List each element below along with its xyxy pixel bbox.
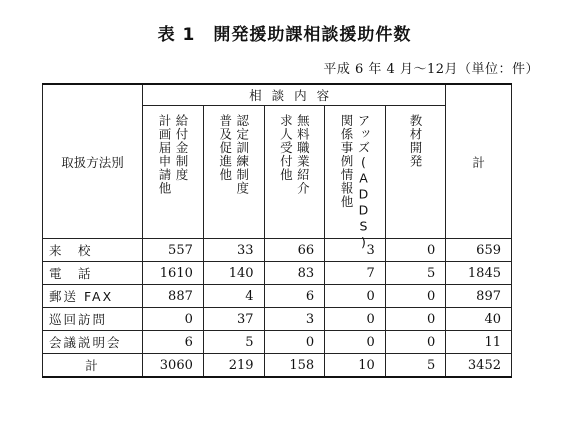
table-cell: 3 (264, 308, 325, 331)
table-row (43, 308, 512, 331)
table-cell: 6 (264, 285, 325, 308)
row-total: 11 (446, 331, 512, 354)
table-cell: 37 (203, 308, 264, 331)
table-cell: 0 (385, 308, 445, 331)
table-row-total (43, 354, 512, 378)
row-label: 計 (43, 354, 143, 378)
table-cell: 1610 (143, 262, 204, 285)
table-cell: 0 (325, 331, 386, 354)
row-total: 897 (446, 285, 512, 308)
column-header-text: 無料職業紹介 求人受付他 (278, 114, 311, 195)
table-cell: 66 (264, 239, 325, 262)
table-cell: 0 (325, 308, 386, 331)
column-header (264, 106, 325, 239)
table-cell: 3060 (143, 354, 204, 378)
row-label: 郵送 FAX (43, 285, 143, 308)
group-header-label: 相談内容 (143, 84, 446, 106)
table-cell: 158 (264, 354, 325, 378)
column-header-text: 認定訓練制度 普及促進他 (217, 114, 250, 195)
table-cell: 3 (325, 239, 386, 262)
table-row (43, 285, 512, 308)
row-header-label: 取扱方法別 (43, 84, 143, 239)
table-cell: 0 (325, 285, 386, 308)
table-row (43, 239, 512, 262)
column-header (325, 106, 386, 251)
table-row (43, 262, 512, 285)
table-cell: 0 (385, 239, 445, 262)
table-cell: 5 (385, 354, 445, 378)
table-cell: 7 (325, 262, 386, 285)
table-cell: 0 (385, 285, 445, 308)
table-cell: 557 (143, 239, 204, 262)
row-total: 40 (446, 308, 512, 331)
row-label: 巡回訪問 (43, 308, 143, 331)
row-label: 会議説明会 (43, 331, 143, 354)
table-title: 表 1 開発援助課相談援助件数 (157, 25, 412, 45)
table-cell: 0 (264, 331, 325, 354)
table-cell: 0 (143, 308, 204, 331)
column-header-text: 給付金制度 計画届申請他 (156, 114, 189, 195)
column-header (143, 106, 204, 239)
column-header-text: アッズ(ADDS) 関係事例情報他 (339, 114, 371, 251)
total-header-label: 計 (446, 84, 512, 239)
table-cell: 5 (203, 331, 264, 354)
row-total: 1845 (446, 262, 512, 285)
row-label: 電 話 (43, 262, 143, 285)
row-total: 659 (446, 239, 512, 262)
row-total: 3452 (446, 354, 512, 378)
table-cell: 5 (385, 262, 445, 285)
table-cell: 887 (143, 285, 204, 308)
table-cell: 4 (203, 285, 264, 308)
consultation-table (42, 83, 512, 378)
table-cell: 0 (385, 331, 445, 354)
column-header (385, 106, 445, 239)
table-cell: 6 (143, 331, 204, 354)
table-cell: 10 (325, 354, 386, 378)
table-cell: 83 (264, 262, 325, 285)
table-row (43, 331, 512, 354)
table-subtitle: 平成 6 年 4 月〜12月（単位：件） (323, 62, 539, 77)
table-cell: 33 (203, 239, 264, 262)
column-header (203, 106, 264, 239)
column-header-text: 教材開発 (408, 114, 424, 168)
row-label: 来 校 (43, 239, 143, 262)
table-cell: 140 (203, 262, 264, 285)
table-cell: 219 (203, 354, 264, 378)
